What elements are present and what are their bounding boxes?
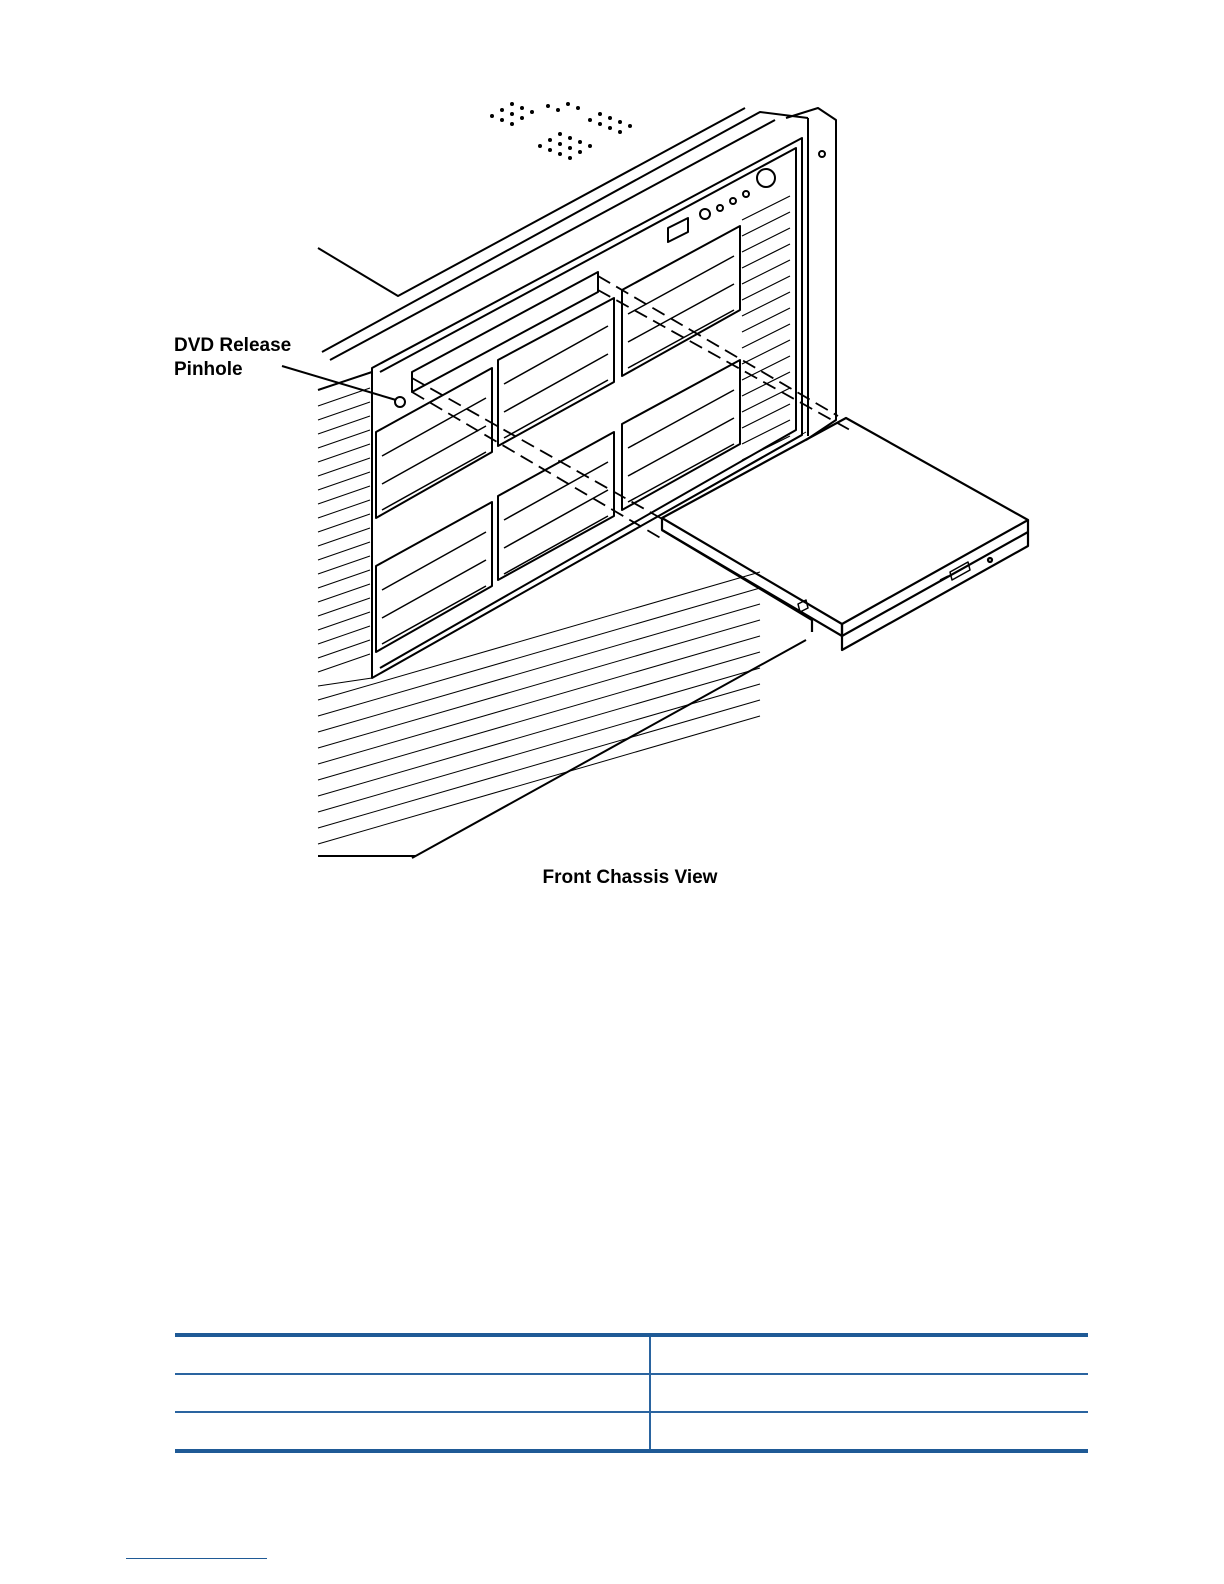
front-bezel [372, 138, 802, 678]
callout-leader [282, 366, 396, 400]
bezel-vents [742, 196, 790, 460]
callout-line-2: Pinhole [174, 359, 243, 380]
table-cell [650, 1412, 1088, 1451]
footnote-rule [126, 1558, 267, 1559]
rack-ear [786, 108, 836, 440]
dvd-release-pinhole-label [174, 334, 291, 382]
table-cell [175, 1335, 650, 1374]
table-cell [175, 1412, 650, 1451]
dvd-release-pinhole [395, 397, 405, 407]
spec-table [175, 1333, 1088, 1453]
top-vent-pattern [490, 102, 632, 160]
table-cell [650, 1335, 1088, 1374]
table-row [175, 1335, 1088, 1374]
power-button [757, 169, 775, 187]
table-row [175, 1374, 1088, 1412]
table-row [175, 1412, 1088, 1451]
figure-caption: Front Chassis View [542, 867, 718, 888]
table-cell [650, 1374, 1088, 1412]
table-cell [175, 1374, 650, 1412]
callout-line-1: DVD Release [174, 335, 292, 356]
